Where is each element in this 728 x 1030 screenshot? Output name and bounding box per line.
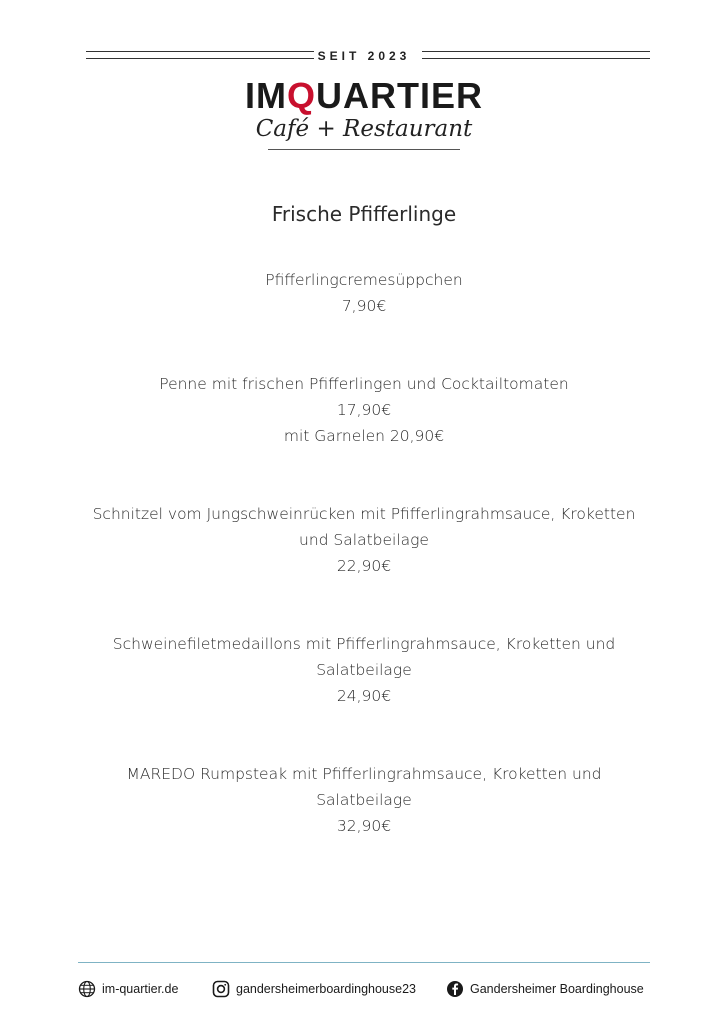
footer <box>78 978 650 1002</box>
dish-name-continued: Salatbeilage <box>316 791 412 809</box>
dish <box>84 267 644 319</box>
brand-logo <box>0 76 728 116</box>
since-label: SEIT 2023 <box>317 49 411 63</box>
dish-option: mit Garnelen 20,90€ <box>283 427 445 445</box>
dish <box>84 501 644 579</box>
instagram-label: gandersheimerboardinghouse23 <box>236 982 416 996</box>
globe-icon <box>78 980 96 998</box>
facebook-icon <box>446 980 464 998</box>
dish-name: Schweinefiletmedaillons mit Pfifferlingrahmsauce, Kroketten und <box>112 635 616 653</box>
facebook-label: Gandersheimer Boardinghouse <box>470 982 644 996</box>
dish-name: MAREDO Rumpsteak mit Pfifferlingrahmsauce, Kroketten und <box>126 765 602 783</box>
facebook-link[interactable] <box>446 978 644 1000</box>
brand-subtitle: Café + Restaurant <box>255 116 473 142</box>
dish <box>84 371 644 449</box>
dish-name-continued: und Salatbeilage <box>299 531 429 549</box>
dish-price: 24,90€ <box>336 687 392 705</box>
dish-price: 7,90€ <box>341 297 387 315</box>
website-label: im-quartier.de <box>102 982 179 996</box>
dish-name-continued: Salatbeilage <box>316 661 412 679</box>
website-link[interactable] <box>78 978 178 1000</box>
dish-price: 32,90€ <box>336 817 392 835</box>
instagram-icon <box>212 980 230 998</box>
instagram-link[interactable] <box>212 978 416 1000</box>
brand-part-2: UARTIER <box>316 75 483 116</box>
dish <box>84 761 644 839</box>
menu <box>0 202 728 839</box>
subtitle-underline <box>268 149 460 150</box>
footer-divider <box>78 962 650 963</box>
dish-name: Pfifferlingcremesüppchen <box>265 271 463 289</box>
dish <box>84 631 644 709</box>
dish-price: 17,90€ <box>336 401 392 419</box>
brand-q: Q <box>286 75 316 116</box>
dish-name: Schnitzel vom Jungschweinrücken mit Pfifferlingrahmsauce, Kroketten <box>92 505 636 523</box>
dish-price: 22,90€ <box>336 557 392 575</box>
menu-title: Frische Pfifferlinge <box>271 202 457 226</box>
brand-part-1: IM <box>244 75 287 116</box>
header <box>0 0 728 170</box>
dish-name: Penne mit frischen Pfifferlingen und Cocktailtomaten <box>159 375 569 393</box>
